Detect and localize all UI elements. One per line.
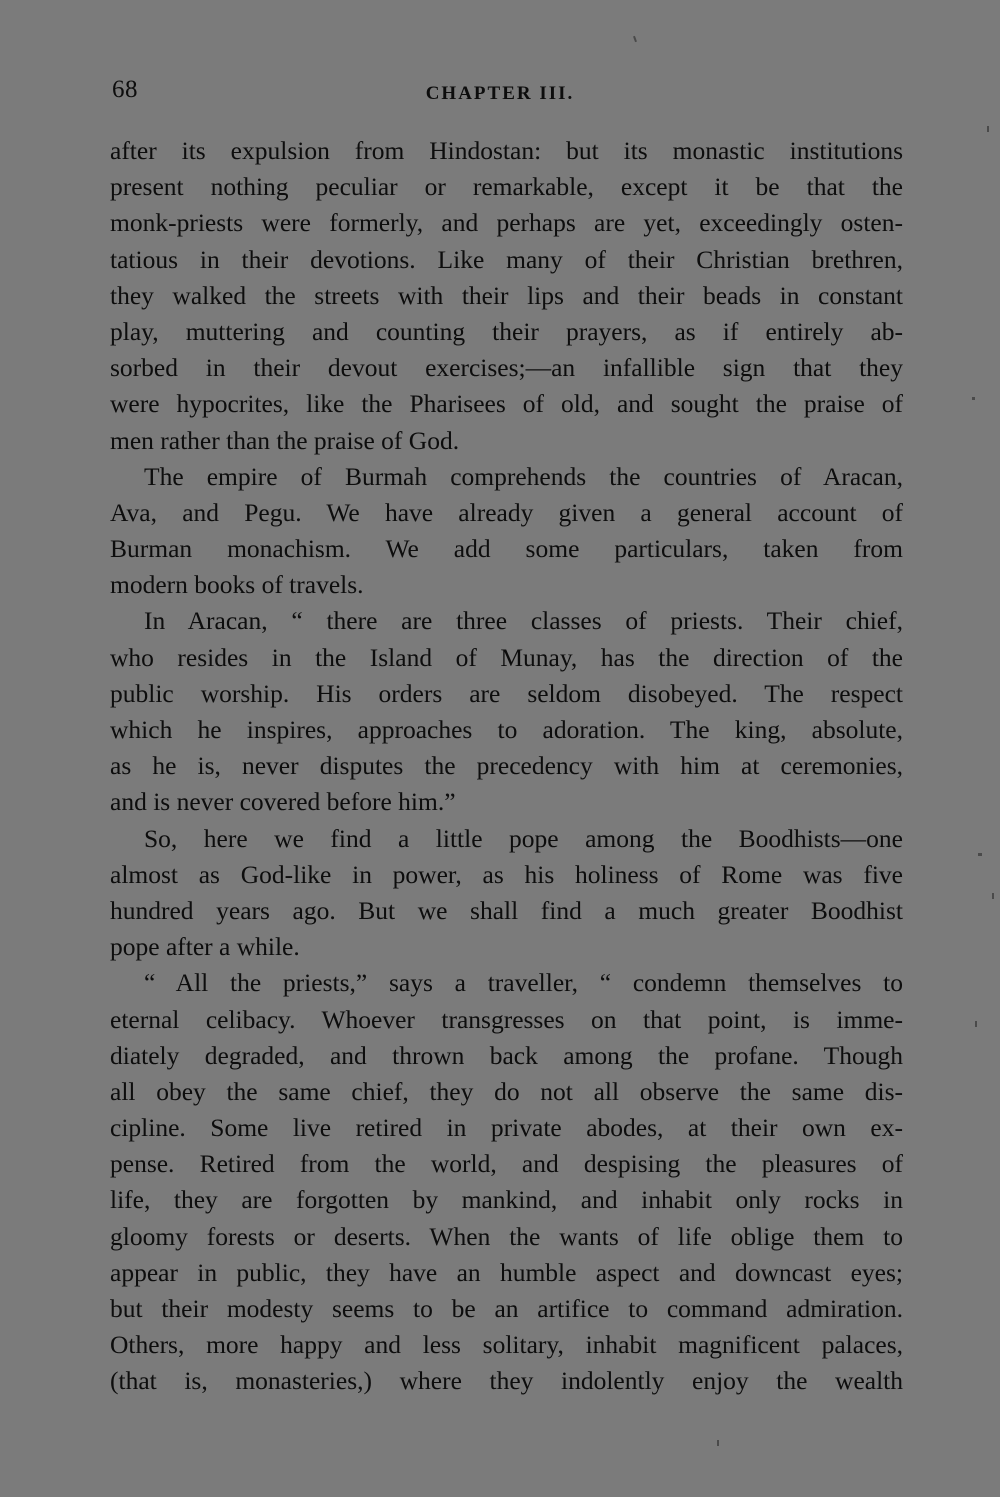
scan-speck — [972, 397, 975, 400]
text-line: cipline. Some live retired in private abodes, at their own ex- — [110, 1113, 903, 1143]
text-line: Burman monachism. We add some particulars, taken from — [110, 534, 903, 564]
text-line: after its expulsion from Hindostan: but its monastic institutions — [110, 136, 903, 165]
text-line: public worship. His orders are seldom disobeyed. The respect — [110, 678, 903, 708]
text-line: which he inspires, approaches to adoration. The king, absolute, — [110, 715, 903, 744]
scan-speck — [987, 126, 989, 132]
text-line: they walked the streets with their lips and their beads in constant — [110, 280, 903, 310]
text-line: and is never covered before him.” — [110, 787, 456, 817]
text-line: eternal celibacy. Whoever transgresses on that point, is imme- — [110, 1004, 903, 1034]
text-line: sorbed in their devout exercises;—an infallible sign that they — [110, 353, 903, 383]
text-line: In Aracan, “ there are three classes of priests. Their chief, — [144, 606, 903, 636]
text-line: who resides in the Island of Munay, has the direction of the — [110, 642, 903, 672]
text-line: modern books of travels. — [110, 570, 364, 600]
text-line: as he is, never disputes the precedency with him at ceremonies, — [110, 751, 903, 781]
text-line: tatious in their devotions. Like many of their Christian brethren, — [110, 244, 903, 274]
text-line: So, here we find a little pope among the Boodhists—one — [144, 823, 903, 853]
text-line: Others, more happy and less solitary, inhabit magnificent palaces, — [110, 1330, 903, 1360]
text-line: (that is, monasteries,) where they indolently enjoy the wealth — [110, 1366, 903, 1396]
text-line: monk-priests were formerly, and perhaps are yet, exceedingly osten- — [110, 208, 903, 238]
text-line: were hypocrites, like the Pharisees of old, and sought the praise of — [110, 389, 903, 419]
text-line: present nothing peculiar or remarkable, except it be that the — [110, 172, 903, 202]
text-line: Ava, and Pegu. We have already given a general account of — [110, 497, 903, 527]
page-number: 68 — [112, 76, 138, 103]
text-line: almost as God-like in power, as his holiness of Rome was five — [110, 859, 903, 889]
scan-speck — [978, 853, 982, 856]
text-line: life, they are forgotten by mankind, and inhabit only rocks in — [110, 1185, 903, 1215]
text-line: appear in public, they have an humble aspect and downcast eyes; — [110, 1257, 903, 1287]
body-text — [110, 133, 903, 1400]
text-line: play, muttering and counting their prayers, as if entirely ab- — [110, 316, 903, 346]
text-line: but their modesty seems to be an artifice to command admiration. — [110, 1294, 903, 1323]
running-head: CHAPTER III. — [425, 83, 575, 104]
text-line: “ All the priests,” says a traveller, “ condemn themselves to — [144, 968, 903, 998]
scan-speck — [717, 1440, 719, 1446]
text-line: pense. Retired from the world, and despising the pleasures of — [110, 1149, 903, 1179]
text-line: The empire of Burmah comprehends the countries of Aracan, — [144, 461, 903, 491]
scan-speck — [633, 36, 637, 42]
text-line: all obey the same chief, they do not all observe the same dis- — [110, 1076, 903, 1106]
text-line: pope after a while. — [110, 932, 300, 962]
text-line: hundred years ago. But we shall find a much greater Boodhist — [110, 895, 903, 925]
text-line: gloomy forests or deserts. When the wants of life oblige them to — [110, 1221, 903, 1251]
scan-speck — [975, 1021, 977, 1027]
scan-speck — [992, 893, 994, 899]
text-line: diately degraded, and thrown back among the profane. Though — [110, 1040, 903, 1070]
text-line: men rather than the praise of God. — [110, 425, 460, 455]
